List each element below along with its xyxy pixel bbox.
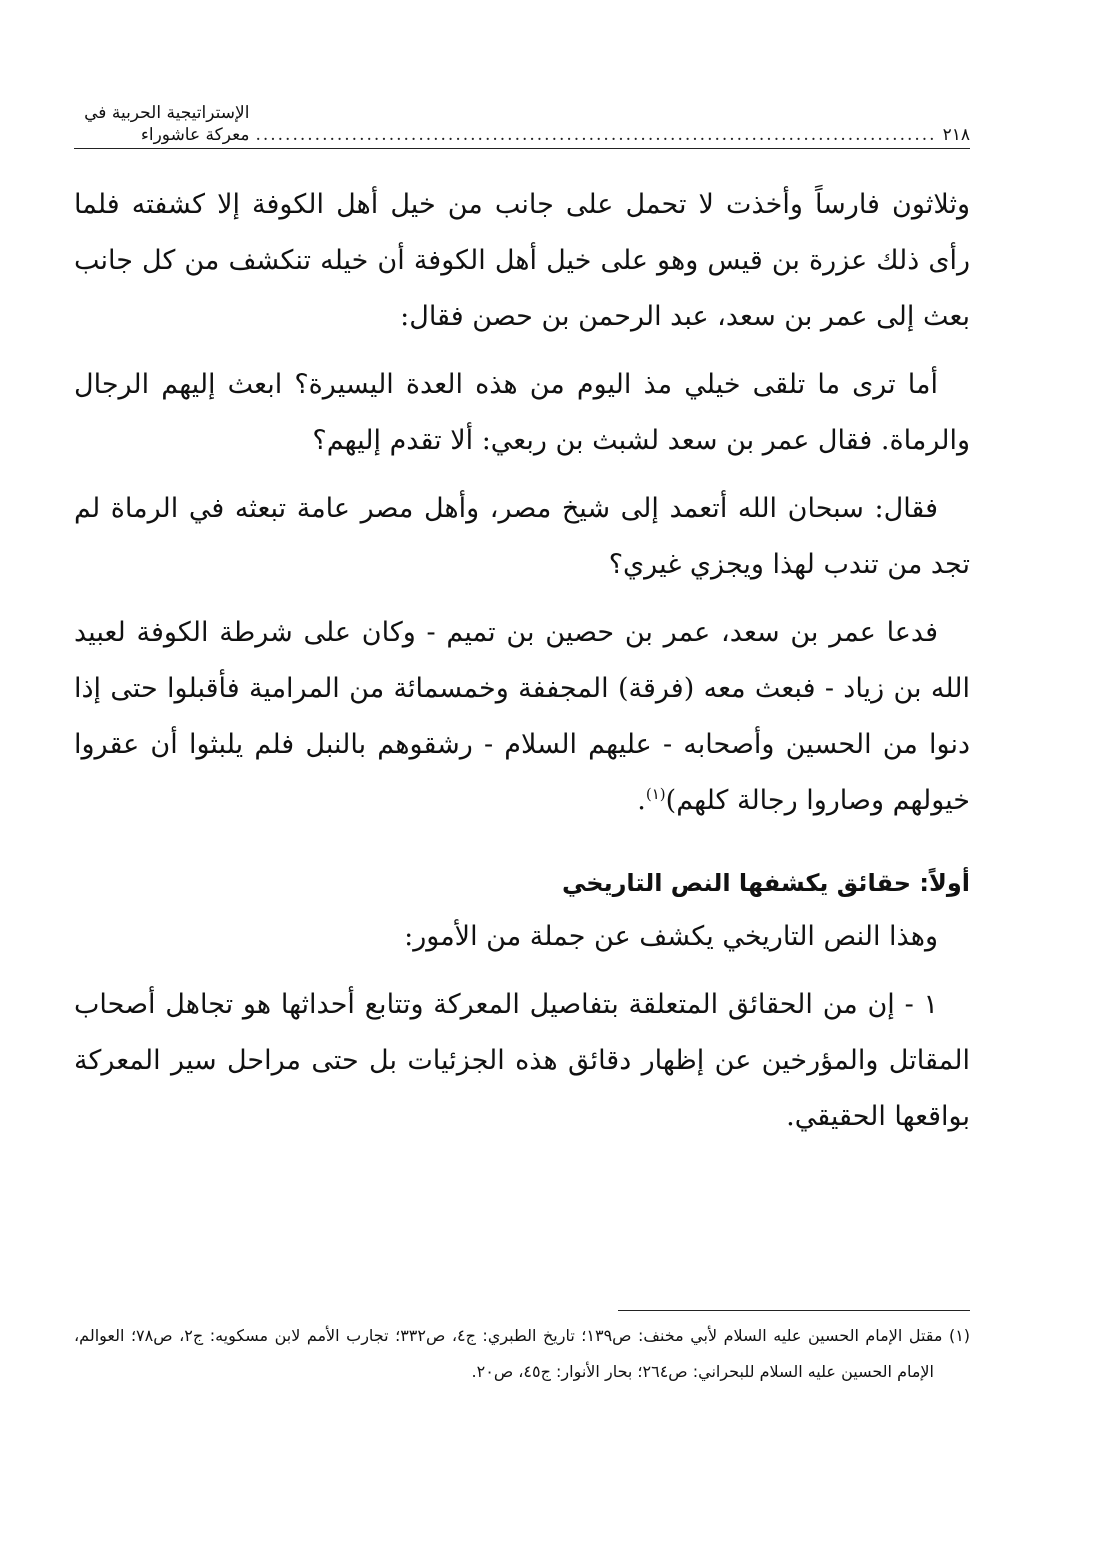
paragraph-4 [74, 605, 970, 829]
paragraph-3: فقال: سبحان الله أتعمد إلى شيخ مصر، وأهل مصر عامة تبعثه في الرماة لم تجد من تندب لهذا ويجزي غيري؟ [74, 493, 970, 580]
paragraph-6: ١ - إن من الحقائق المتعلقة بتفاصيل المعركة وتتابع أحداثها هو تجاهل أصحاب المقاتل والمؤرخين عن إظهار دقائق هذه الجزئيات بل حتى مراحل سير المعركة بواقعها الحقيقي. [74, 989, 970, 1132]
paragraph-5: وهذا النص التاريخي يكشف عن جملة من الأمور: [404, 921, 938, 952]
footnote-reference[interactable]: (١) [645, 785, 666, 803]
header-dot-leader: ............................................................................................ [255, 125, 937, 145]
page-number: ٢١٨ [942, 125, 970, 145]
paragraph-4-text: فدعا عمر بن سعد، عمر بن حصين بن تميم - وكان على شرطة الكوفة لعبيد الله بن زياد - فبعث معه (فرقة) المجففة وخمسمائة من المرامية فأقبلوا حتى إذا دنوا من الحسين وأصحابه - عليهم السلام - رشقوهم بالنبل فلم يلبثوا أن عقروا خيولهم وصاروا رجالة كلهم) [74, 617, 970, 816]
running-header [74, 103, 970, 149]
paragraph-2: أما ترى ما تلقى خيلي مذ اليوم من هذه العدة اليسيرة؟ ابعث إليهم الرجال والرماة. فقال عمر بن سعد لشبث بن ربعي: ألا تقدم إليهم؟ [74, 369, 970, 456]
paragraph-4-ending: . [637, 785, 646, 816]
footnote-separator [618, 1310, 970, 1311]
document-page [74, 103, 971, 1492]
paragraph-1: وثلاثون فارساً وأخذت لا تحمل على جانب من خيل أهل الكوفة إلا كشفته فلما رأى ذلك عزرة بن قيس وهو على خيل أهل الكوفة أن خيله تنكشف من كل جانب بعث إلى عمر بن سعد، عبد الرحمن بن حصن فقال: [74, 189, 970, 332]
section-heading: أولاً: حقائق يكشفها النص التاريخي [561, 869, 970, 897]
footnotes [74, 1318, 970, 1390]
footnote-1: (١) مقتل الإمام الحسين عليه السلام لأبي مخنف: ص١٣٩؛ تاريخ الطبري: ج٤، ص٣٣٢؛ تجارب الأمم لابن مسكويه: ج٢، ص٧٨؛ العوالم، الإمام الحسين عليه السلام للبحراني: ص٢٦٤؛ بحار الأنوار: ج٤٥، ص٢٠. [74, 1326, 971, 1381]
body-text [74, 177, 970, 1145]
running-title: الإستراتيجية الحربية في معركة عاشوراء [84, 103, 250, 145]
